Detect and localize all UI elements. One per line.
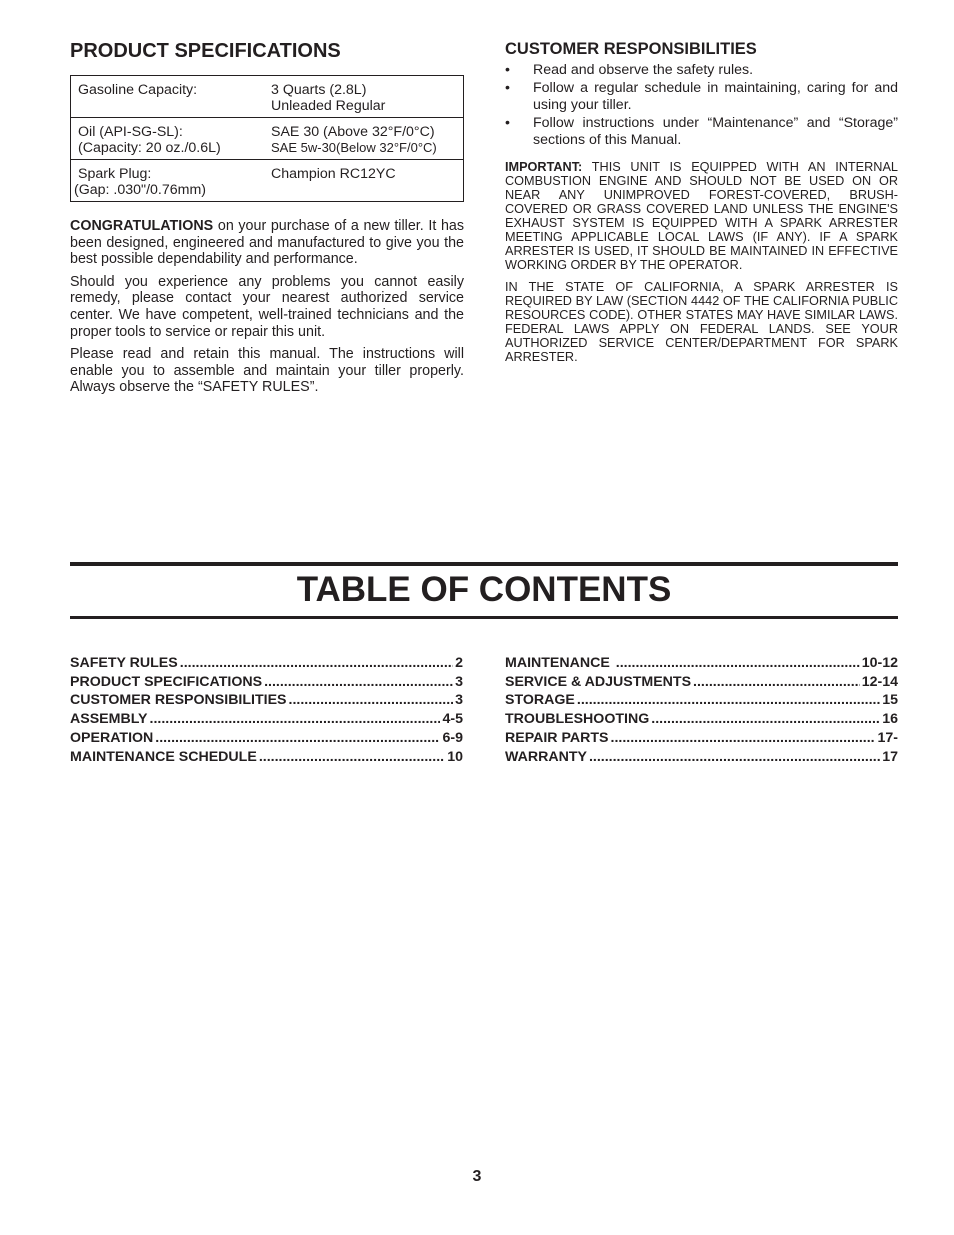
toc-entry: SERVICE & ADJUSTMENTS ..... 12-14 [505, 673, 898, 692]
dot-leader [589, 748, 880, 767]
spec-value: Champion RC12YC [271, 160, 464, 202]
toc-entry: CUSTOMER RESPONSIBILITIES ..... 3 [70, 691, 463, 710]
congratulations-paragraph: CONGRATULATIONS on your purchase of a new tiller. It has been designed, engineered and manufactured to give you the best possible dependability and performance. [70, 218, 464, 268]
right-column [505, 38, 898, 372]
bullet-icon: • [505, 62, 510, 78]
list-item: • Follow a regular schedule in maintaining, caring for and using your tiller. [505, 79, 898, 113]
spec-label: Oil (API-SG-SL): (Capacity: 20 oz./0.6L) [71, 118, 272, 160]
toc-entry: OPERATION ..... 6-9 [70, 729, 463, 748]
responsibilities-list [505, 62, 898, 150]
service-paragraph: Should you experience any problems you cannot easily remedy, please contact your nearest authorized service center. We have competent, well-trained technicians and the proper tools to service or repair this unit. [70, 273, 464, 340]
spec-row-spark-plug [71, 160, 464, 202]
toc-entry: WARRANTY ..... 17 [505, 748, 898, 767]
toc-right-column [505, 654, 898, 766]
product-specifications-heading: PRODUCT SPECIFICATIONS [70, 40, 341, 62]
dot-leader [611, 729, 876, 748]
toc-entry: MAINTENANCE ..... 10-12 [505, 654, 898, 673]
toc-entry: TROUBLESHOOTING ..... 16 [505, 710, 898, 729]
specifications-table [70, 75, 464, 202]
toc-entry: ASSEMBLY ..... 4-5 [70, 710, 463, 729]
toc-entry: PRODUCT SPECIFICATIONS ..... 3 [70, 673, 463, 692]
spec-label: Gasoline Capacity: [78, 82, 198, 98]
spec-row-gasoline [71, 76, 464, 118]
toc-bottom-rule [70, 616, 898, 619]
list-item: • Follow instructions under “Maintenance” and “Storage” sections of this Manual. [505, 114, 898, 148]
bullet-icon: • [505, 79, 510, 96]
california-notice: IN THE STATE OF CALIFORNIA, A SPARK ARRESTER IS REQUIRED BY LAW (SECTION 4442 OF THE CALIFORNIA PUBLIC RESOURCES CODE). OTHER STATES MAY HAVE SIMILAR LAWS. FEDERAL LAWS APPLY ON FEDERAL LANDS. SEE YOUR AUTHORIZED SERVICE CENTER/DEPARTMENT FOR SPARK ARRESTER. [505, 279, 898, 364]
customer-responsibilities-heading: CUSTOMER RESPONSIBILITIES [505, 40, 757, 58]
dot-leader [259, 748, 445, 767]
left-column [70, 38, 464, 402]
toc-entry: SAFETY RULES ..... 2 [70, 654, 463, 673]
list-item: • Read and observe the safety rules. [505, 62, 754, 78]
dot-leader [289, 691, 454, 710]
dot-leader [155, 729, 440, 748]
spec-row-oil [71, 118, 464, 160]
page-number: 3 [472, 1168, 482, 1185]
important-notice: IMPORTANT: THIS UNIT IS EQUIPPED WITH AN INTERNAL COMBUSTION ENGINE AND SHOULD NOT BE USED ON OR NEAR ANY UNIMPROVED FOREST-COVERED, BRUSH-COVERED OR GRASS COVERED LAND UNLESS THE ENGINE'S EXHAUST SYSTEM IS EQUIPPED WITH A SPARK ARRESTER MEETING APPLICABLE LOCAL LAWS (IF ANY). IF A SPARK ARRESTER IS USED, IT SHOULD BE MAINTAINED IN EFFECTIVE WORKING ORDER BY THE OPERATOR. [505, 159, 898, 272]
spec-label: Spark Plug: (Gap: .030"/0.76mm) [71, 160, 272, 202]
dot-leader [150, 710, 441, 729]
dot-leader [180, 654, 453, 673]
dot-leader [577, 691, 880, 710]
toc-entry: STORAGE ..... 15 [505, 691, 898, 710]
toc-left-column [70, 654, 463, 766]
toc-heading: TABLE OF CONTENTS [296, 570, 672, 609]
spec-value: 3 Quarts (2.8L) Unleaded Regular [271, 82, 386, 114]
dot-leader [616, 654, 860, 673]
toc-top-rule [70, 562, 898, 566]
toc-entry: REPAIR PARTS ..... 17- [505, 729, 898, 748]
bullet-icon: • [505, 114, 510, 131]
manual-paragraph: Please read and retain this manual. The instructions will enable you to assemble and maintain your tiller properly. Always observe the “SAFETY RULES”. [70, 346, 464, 396]
toc-entry: MAINTENANCE SCHEDULE ..... 10 [70, 748, 463, 767]
dot-leader [651, 710, 880, 729]
dot-leader [693, 673, 860, 692]
dot-leader [264, 673, 453, 692]
spec-value: SAE 30 (Above 32°F/0°C) SAE 5w-30(Below 32°F/0°C) [271, 118, 464, 160]
